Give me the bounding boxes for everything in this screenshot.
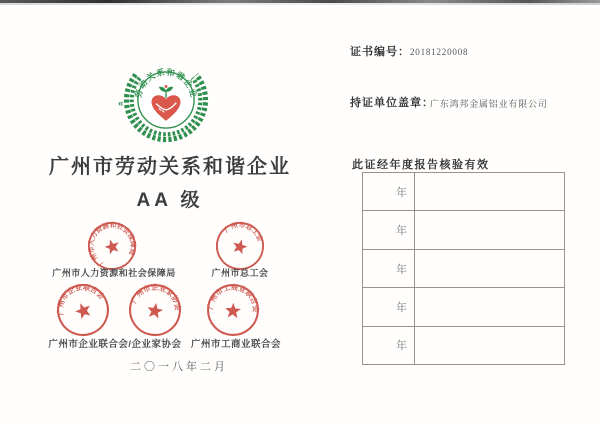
- scan-top-edge-shadow: [0, 3, 600, 5]
- table-row: [363, 173, 564, 211]
- issue-date: 二〇一八年二月: [130, 361, 228, 373]
- seal-label-hr-bureau: 广州市人力资源和社会保障局: [52, 268, 176, 278]
- star-icon: [103, 237, 121, 255]
- year-cell: 年: [363, 173, 415, 210]
- seal-enterprise-confederation: [48, 275, 118, 345]
- blank-cell: [415, 250, 564, 287]
- seal-label-enterprise-associations: 广州市企业联合会/企业家协会: [48, 339, 182, 350]
- seal-industry-commerce-federation: [204, 281, 262, 339]
- svg-text:广州市企业家协会: 广州市企业家协会: [129, 282, 183, 312]
- svg-text:广州市企业联合会: 广州市企业联合会: [55, 282, 107, 316]
- certificate-title: 广州市劳动关系和谐企业: [49, 156, 291, 178]
- emblem-arc-text: 劳动关系和谐企业: [132, 66, 200, 99]
- svg-text:广州市人力资源和社会保障局: 广州市人力资源和社会保障局: [88, 222, 136, 267]
- year-cell: 年: [363, 211, 415, 248]
- table-row: [363, 327, 564, 364]
- blank-cell: [415, 288, 564, 325]
- star-icon: [146, 301, 164, 319]
- table-row: [363, 250, 564, 288]
- star-icon: [73, 300, 93, 320]
- year-cell: 年: [363, 327, 415, 364]
- year-cell: 年: [363, 250, 415, 287]
- seal-label-industry-commerce: 广州市工商业联合会: [191, 339, 282, 350]
- blank-cell: [415, 327, 564, 364]
- year-cell: 年: [363, 288, 415, 325]
- table-row: [363, 211, 564, 249]
- verification-heading: 此证经年度报告核验有效: [352, 159, 490, 171]
- holder-stamp-label: 持证单位盖章：: [350, 97, 434, 109]
- star-icon: [231, 238, 249, 255]
- wreath-chevron-right-icon: »: [202, 98, 208, 109]
- blank-cell: [415, 211, 564, 248]
- wreath-chevron-left-icon: «: [118, 98, 124, 109]
- star-icon: [225, 302, 242, 318]
- sprout-bud-icon: [165, 85, 168, 88]
- blank-cell: [415, 173, 564, 210]
- annual-verification-table: [362, 172, 565, 365]
- table-row: [363, 288, 564, 326]
- cert-number-label: 证书编号：: [350, 46, 410, 58]
- harmony-enterprise-emblem-icon: [114, 54, 218, 146]
- svg-text:广州市工商业联合会: 广州市工商业联合会: [205, 282, 261, 313]
- seal-entrepreneurs-association: [124, 279, 187, 342]
- cert-number-value: 20181220008: [410, 47, 469, 57]
- seal-label-trade-unions: 广州市总工会: [211, 268, 269, 278]
- svg-text:广州市总工会: 广州市总工会: [223, 222, 264, 243]
- certificate-grade: AA 级: [136, 190, 204, 211]
- holder-company-name: 广东鸿邦金属铝业有限公司: [430, 99, 548, 109]
